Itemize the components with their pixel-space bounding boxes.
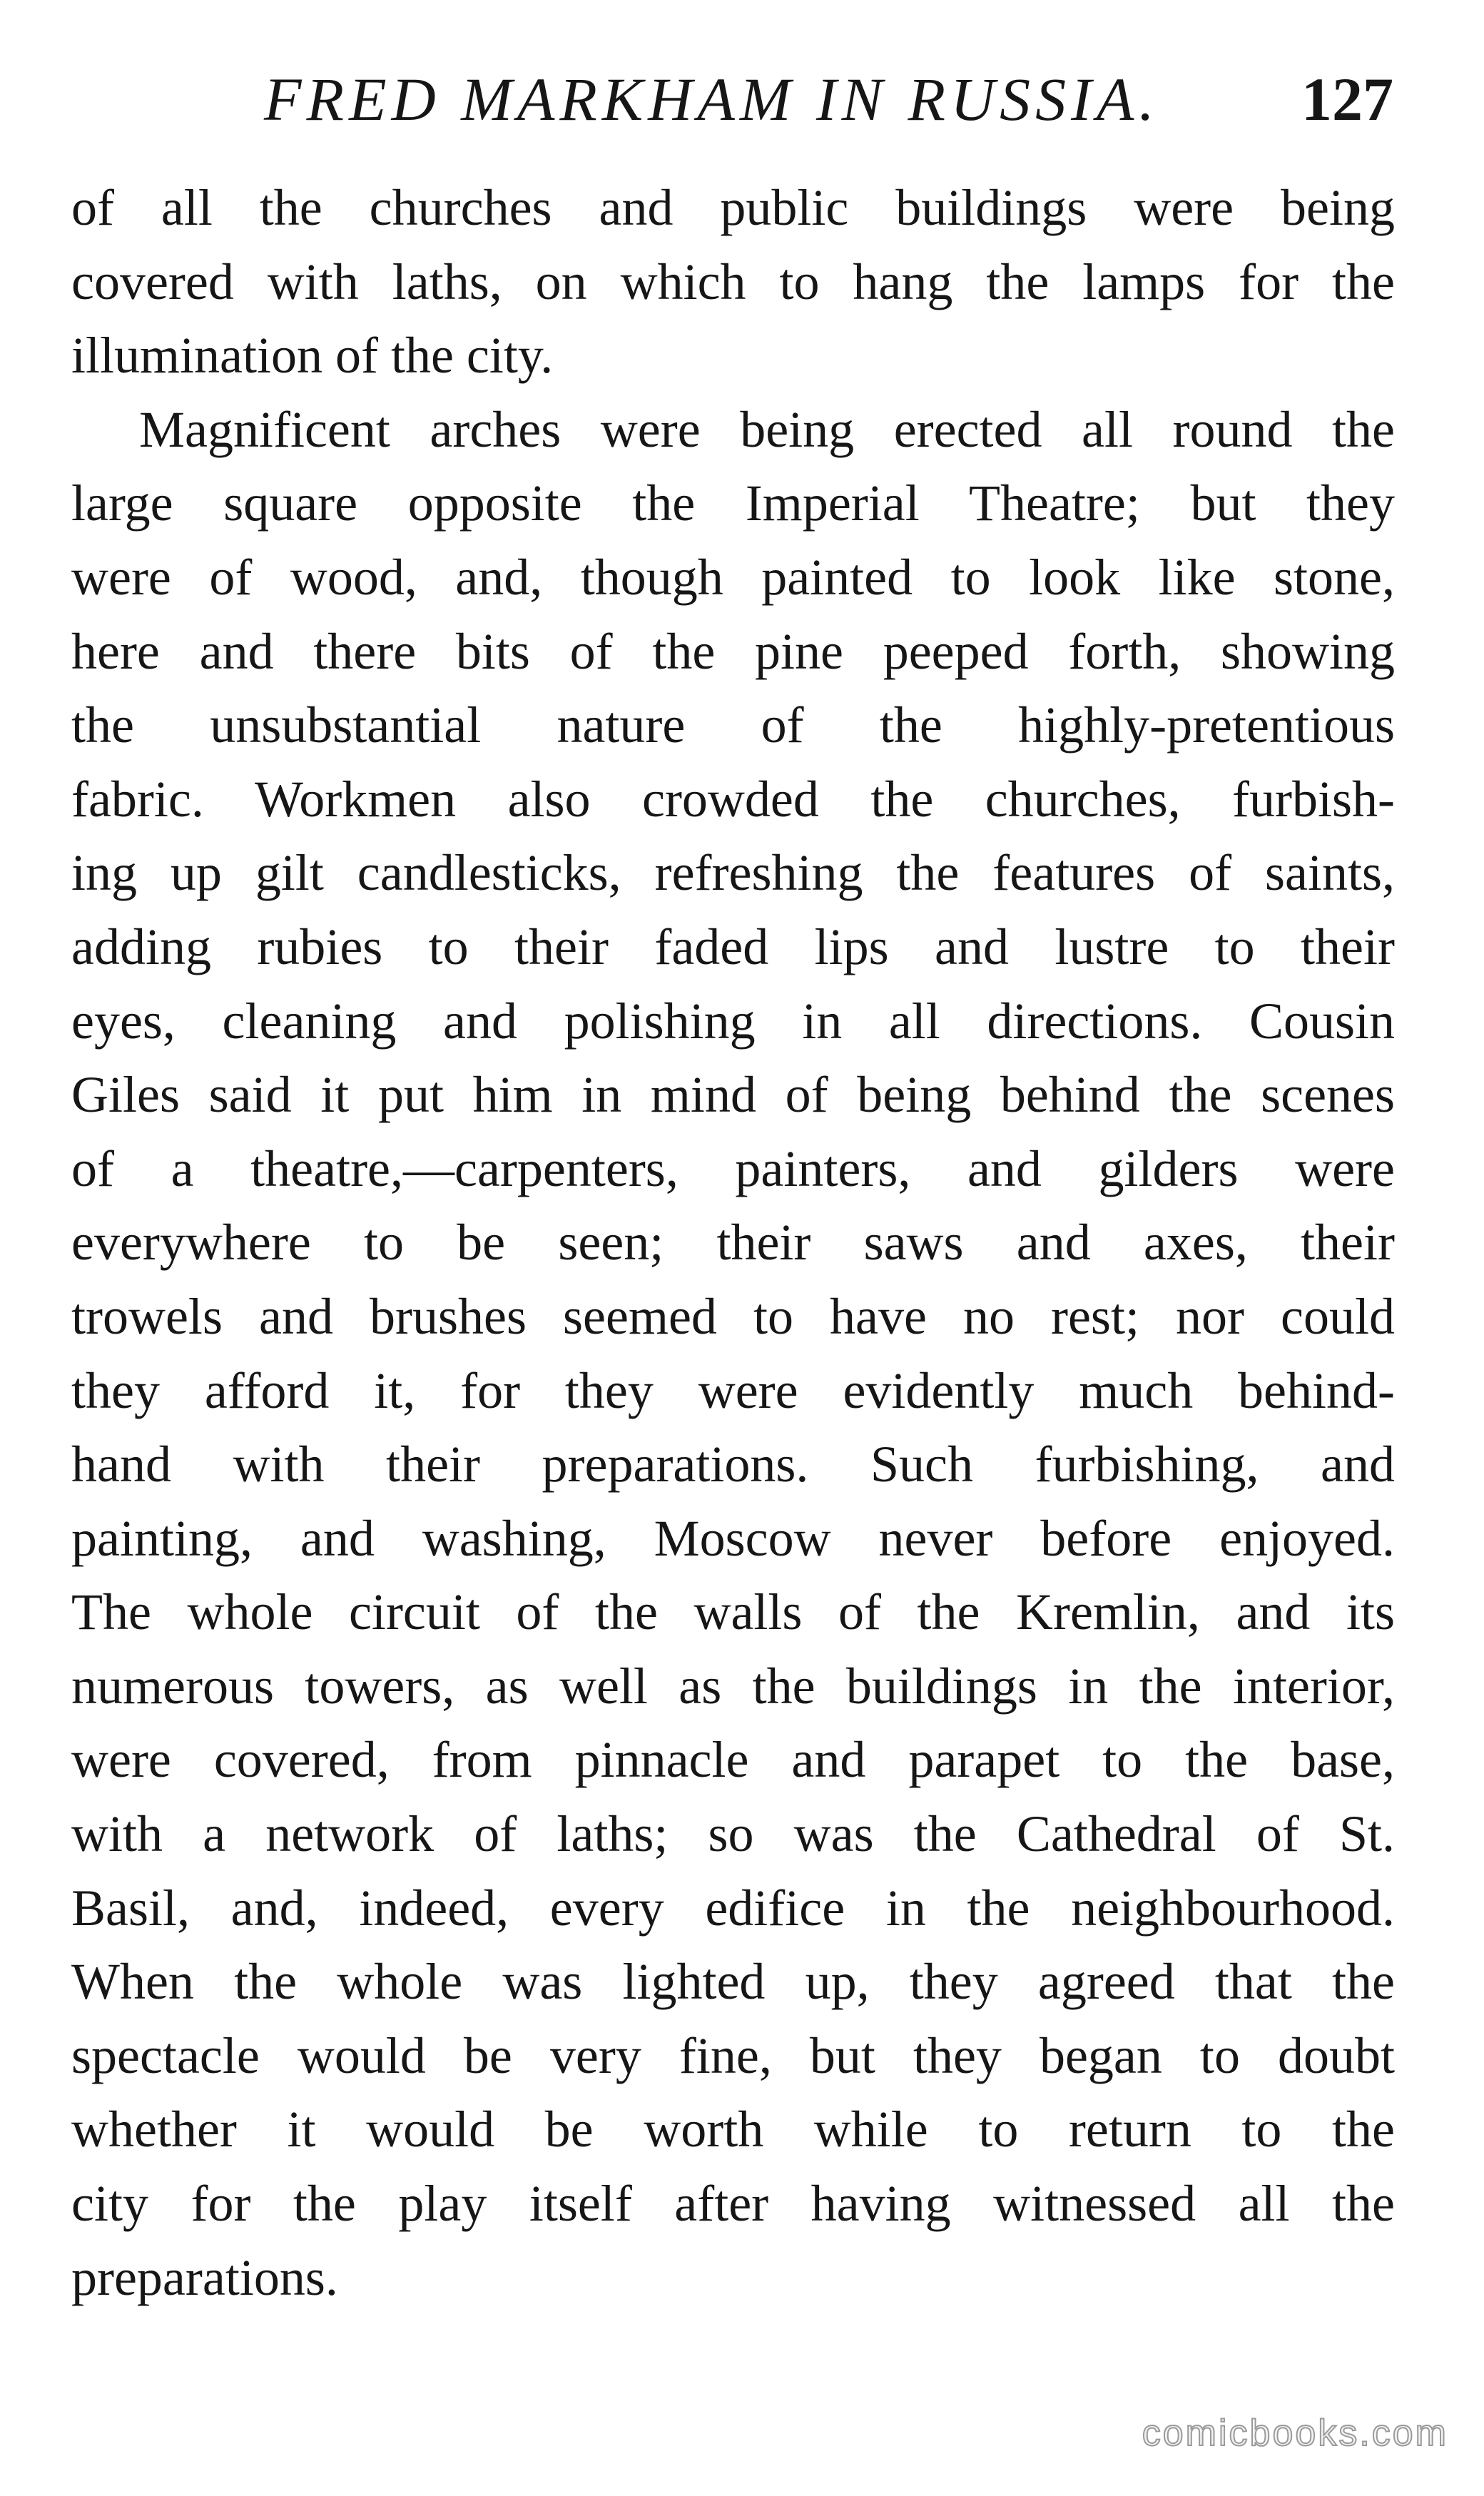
text-line: covered with laths, on which to hang the lamps for the xyxy=(71,253,1395,310)
text-line: adding rubies to their faded lips and lustre to their xyxy=(71,918,1395,975)
text-line: with a network of laths; so was the Cathedral of St. xyxy=(71,1805,1395,1863)
text-line: Magnificent arches were being erected all round the xyxy=(139,400,1395,458)
text-line: of a theatre,—carpenters, painters, and gilders were xyxy=(71,1140,1395,1197)
text-line: large square opposite the Imperial Theatre; but they xyxy=(71,475,1395,532)
text-line: were covered, from pinnacle and parapet to the base, xyxy=(71,1731,1395,1789)
text-line: they afford it, for they were evidently much behind- xyxy=(71,1361,1395,1419)
text-line: whether it would be worth while to return to the xyxy=(71,2101,1395,2158)
text-line: Giles said it put him in mind of being behind the scenes xyxy=(71,1066,1395,1124)
text-line: The whole circuit of the walls of the Kremlin, and its xyxy=(71,1583,1395,1641)
text-line: eyes, cleaning and polishing in all directions. Cousin xyxy=(71,992,1395,1050)
watermark: comicbooks.com xyxy=(1142,2413,1448,2454)
text-line: preparations. xyxy=(71,2248,338,2306)
text-line: trowels and brushes seemed to have no rest; nor could xyxy=(71,1287,1395,1345)
text-line: Basil, and, indeed, every edifice in the neighbourhood. xyxy=(71,1879,1395,1937)
text-line: everywhere to be seen; their saws and axes, their xyxy=(71,1214,1395,1272)
running-head xyxy=(71,53,1413,146)
paragraph xyxy=(71,171,1395,393)
text-line: city for the play itself after having witnessed all the xyxy=(71,2175,1395,2233)
paragraph xyxy=(71,393,1395,2315)
running-title: FRED MARKHAM IN RUSSIA. xyxy=(264,65,1159,133)
text-line: When the whole was lighted up, they agreed that the xyxy=(71,1953,1395,2011)
text-line: illumination of the city. xyxy=(71,327,554,385)
body-text xyxy=(71,171,1395,2315)
text-line: ing up gilt candlesticks, refreshing the features of saints, xyxy=(71,844,1395,902)
page-number: 127 xyxy=(1301,65,1393,133)
text-line: were of wood, and, though painted to look like stone, xyxy=(71,548,1395,606)
text-line: fabric. Workmen also crowded the churches, furbish- xyxy=(71,770,1395,828)
text-line: here and there bits of the pine peeped forth, showing xyxy=(71,622,1395,680)
text-line: of all the churches and public buildings were being xyxy=(71,179,1395,236)
text-line: hand with their preparations. Such furbishing, and xyxy=(71,1436,1395,1493)
text-line: painting, and washing, Moscow never before enjoyed. xyxy=(71,1509,1395,1567)
text-line: the unsubstantial nature of the highly-pretentious xyxy=(71,696,1395,754)
text-line: numerous towers, as well as the buildings in the interior, xyxy=(71,1657,1395,1715)
text-line: spectacle would be very fine, but they began to doubt xyxy=(71,2026,1395,2084)
